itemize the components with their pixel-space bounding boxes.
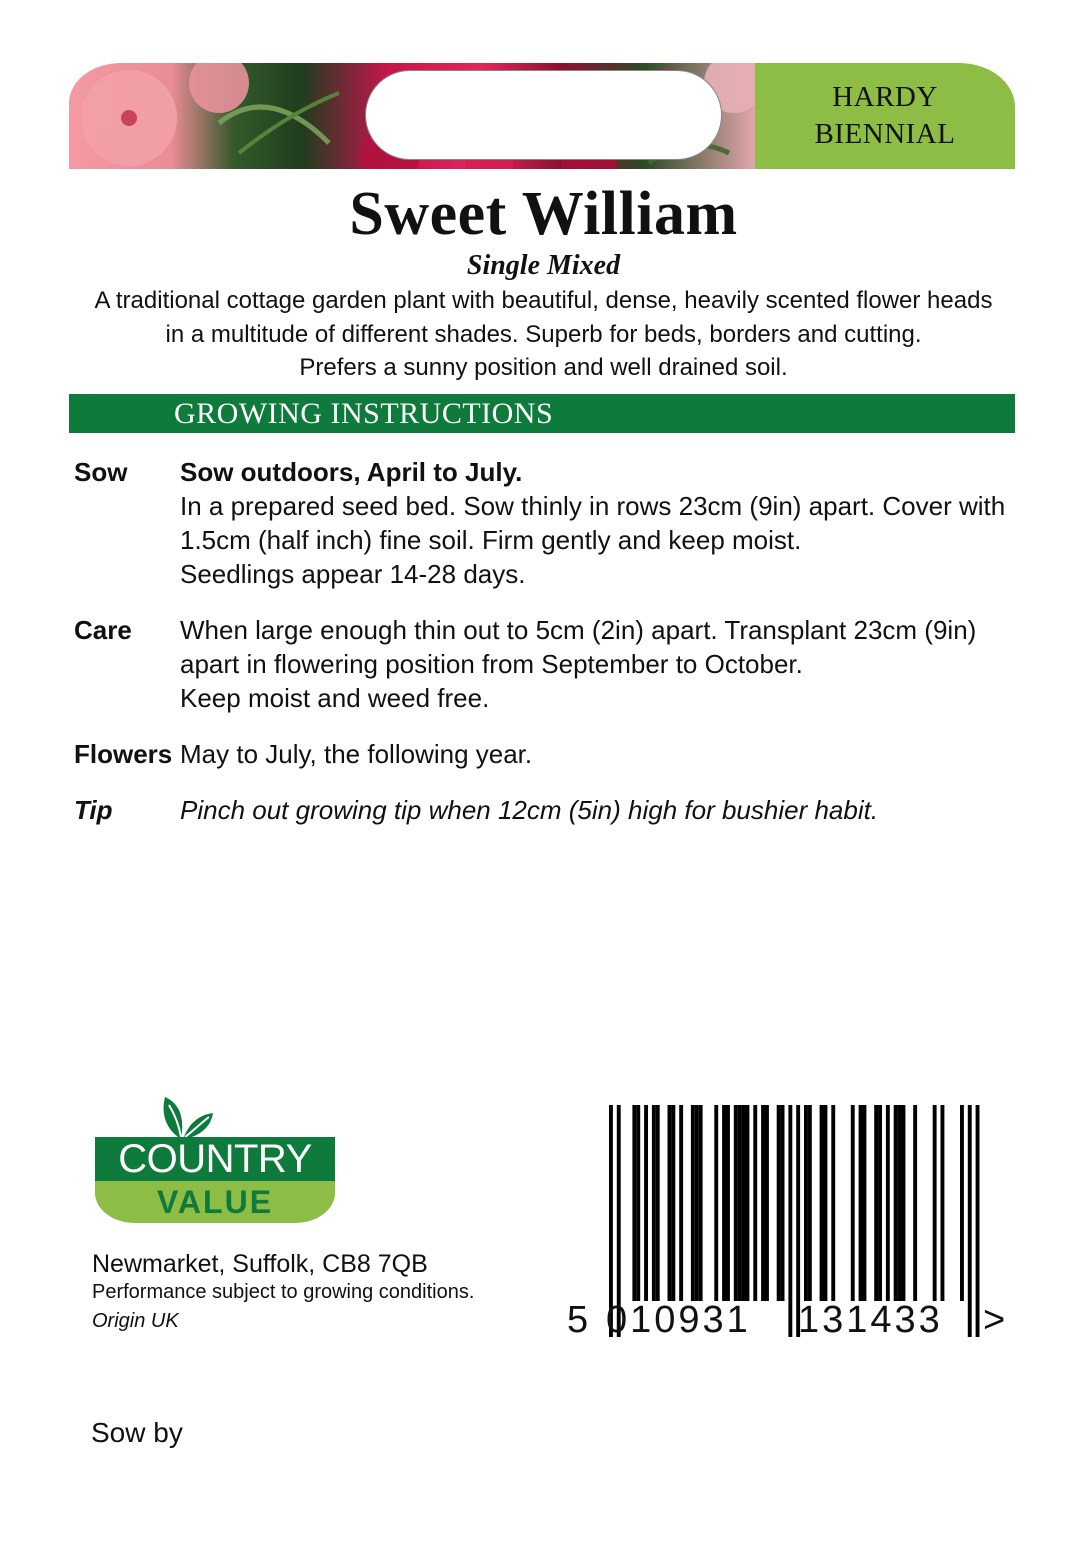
barcode-bar bbox=[726, 1105, 730, 1301]
barcode-left-group: 010931 bbox=[606, 1299, 751, 1341]
barcode-bar bbox=[734, 1105, 738, 1301]
barcode-bar bbox=[859, 1105, 863, 1301]
flower-photo bbox=[69, 63, 755, 169]
barcode-bar bbox=[652, 1105, 656, 1301]
barcode-bar bbox=[699, 1105, 703, 1301]
hang-hole bbox=[365, 70, 722, 160]
care-text bbox=[180, 613, 1034, 715]
barcode-bar bbox=[863, 1105, 867, 1301]
barcode-bar bbox=[878, 1105, 882, 1301]
sow-row bbox=[74, 455, 1034, 591]
barcode-bar bbox=[824, 1105, 828, 1301]
disclaimer: Performance subject to growing conditions. bbox=[92, 1281, 475, 1303]
sow-line: 1.5cm (half inch) fine soil. Firm gently and keep moist. bbox=[180, 525, 802, 555]
barcode-bar bbox=[742, 1105, 746, 1301]
brand-line-1: COUNTRY bbox=[95, 1137, 335, 1181]
product-description bbox=[60, 284, 1027, 385]
leaf-icon bbox=[155, 1095, 215, 1141]
barcode-bar bbox=[820, 1105, 824, 1301]
flowers-row bbox=[74, 737, 1034, 771]
barcode-bar bbox=[804, 1105, 808, 1301]
tip-text: Pinch out growing tip when 12cm (5in) high for bushier habit. bbox=[180, 795, 879, 825]
barcode-lead-digit: 5 bbox=[567, 1299, 592, 1341]
barcode-bar bbox=[874, 1105, 878, 1301]
barcode-bar bbox=[636, 1105, 640, 1301]
tip-row bbox=[74, 793, 1034, 827]
sow-text bbox=[180, 455, 1034, 591]
barcode-bar bbox=[898, 1105, 902, 1301]
brand-line-2: VALUE bbox=[95, 1181, 335, 1223]
barcode-right-group: 131433 bbox=[798, 1299, 943, 1341]
description-line: Prefers a sunny position and well drained soil. bbox=[299, 354, 788, 381]
barcode-bar bbox=[851, 1105, 855, 1301]
barcode-bar bbox=[913, 1105, 917, 1301]
country-value-logo bbox=[95, 1095, 335, 1227]
barcode-bar bbox=[976, 1105, 980, 1337]
product-subtitle: Single Mixed bbox=[466, 250, 621, 281]
barcode-bar bbox=[941, 1105, 945, 1301]
description-line: in a multitude of different shades. Superb for beds, borders and cutting. bbox=[165, 320, 922, 348]
barcode-bar bbox=[933, 1105, 937, 1301]
badge-line-2: BIENNIAL bbox=[814, 118, 956, 150]
barcode-bar bbox=[738, 1105, 742, 1301]
barcode-bar bbox=[656, 1105, 660, 1301]
barcode-bar bbox=[722, 1105, 726, 1301]
barcode-bar bbox=[761, 1105, 765, 1301]
badge-line-1: HARDY bbox=[832, 81, 938, 113]
sow-line: Seedlings appear 14-28 days. bbox=[180, 559, 526, 589]
barcode-bar bbox=[691, 1105, 695, 1301]
description-line: A traditional cottage garden plant with beautiful, dense, heavily scented flower heads bbox=[94, 287, 993, 314]
barcode-bar bbox=[788, 1105, 792, 1337]
origin: Origin UK bbox=[92, 1310, 179, 1332]
barcode-bar bbox=[894, 1105, 898, 1301]
care-row bbox=[74, 613, 1034, 715]
flowers-label: Flowers bbox=[74, 739, 173, 769]
barcode-bar bbox=[668, 1105, 672, 1301]
barcode-bar bbox=[714, 1105, 718, 1301]
care-line: Keep moist and weed free. bbox=[180, 683, 490, 713]
barcode-bar bbox=[968, 1105, 972, 1337]
barcode-bar bbox=[777, 1105, 781, 1301]
flowers-text: May to July, the following year. bbox=[180, 739, 533, 769]
barcode-bar bbox=[632, 1105, 636, 1301]
barcode-bar bbox=[902, 1105, 906, 1301]
instructions-list bbox=[74, 455, 1034, 849]
barcode-bar bbox=[644, 1105, 648, 1301]
barcode-bar bbox=[886, 1105, 890, 1301]
care-line: apart in flowering position from September to October. bbox=[180, 649, 803, 679]
barcode-bar bbox=[671, 1105, 675, 1301]
barcode-bar bbox=[753, 1105, 757, 1301]
barcode-bar bbox=[765, 1105, 769, 1301]
barcode-bar bbox=[679, 1105, 683, 1301]
barcode-bar bbox=[781, 1105, 785, 1301]
sow-by-label: Sow by bbox=[91, 1417, 183, 1448]
address: Newmarket, Suffolk, CB8 7QB bbox=[92, 1250, 428, 1278]
care-label: Care bbox=[74, 615, 132, 645]
barcode-bar bbox=[960, 1105, 964, 1301]
care-line: When large enough thin out to 5cm (2in) apart. Transplant 23cm (9in) bbox=[180, 615, 977, 645]
barcode-end-mark: > bbox=[983, 1299, 1009, 1341]
header-banner bbox=[69, 63, 1015, 169]
barcode-bar bbox=[808, 1105, 812, 1301]
barcode-bar bbox=[831, 1105, 835, 1301]
sow-label: Sow bbox=[74, 457, 128, 487]
barcode-bar bbox=[695, 1105, 699, 1301]
barcode-bar bbox=[746, 1105, 750, 1301]
hardy-biennial-badge bbox=[755, 63, 1015, 169]
tip-label: Tip bbox=[74, 795, 113, 825]
sow-line: In a prepared seed bed. Sow thinly in rows 23cm (9in) apart. Cover with bbox=[180, 491, 1006, 521]
growing-instructions-heading: GROWING INSTRUCTIONS bbox=[69, 394, 1015, 433]
sow-headline: Sow outdoors, April to July. bbox=[180, 457, 523, 487]
product-title: Sweet William bbox=[349, 180, 738, 248]
